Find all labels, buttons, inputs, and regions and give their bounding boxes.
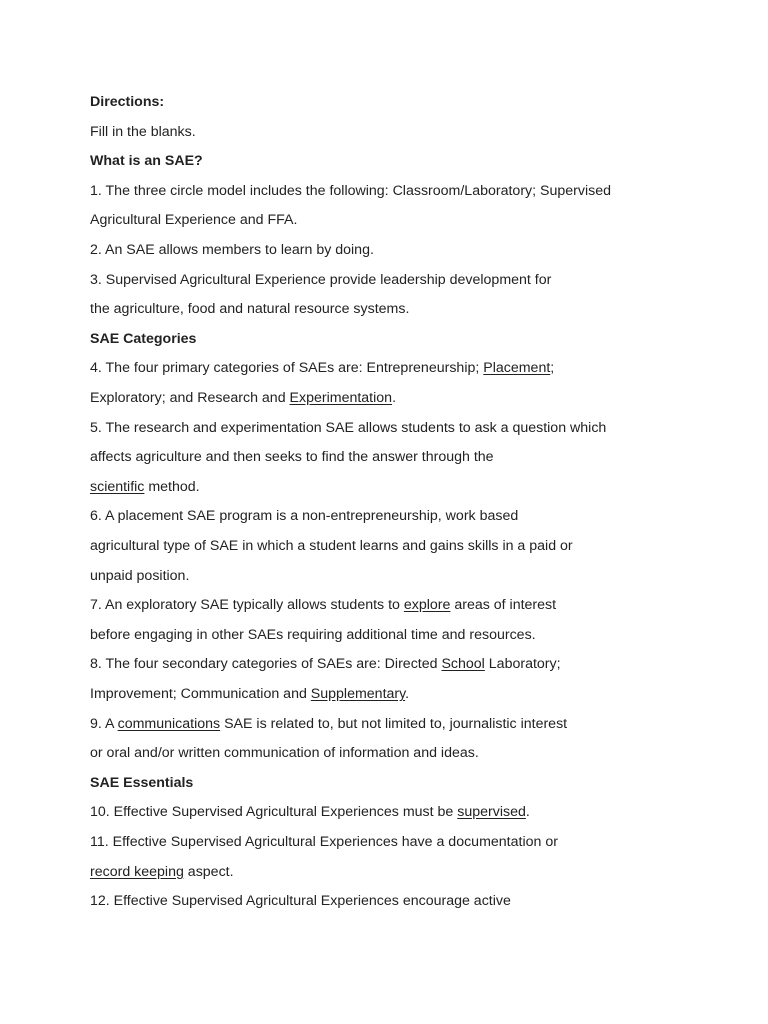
line-text: agricultural type of SAE in which a student learns and gains skills in a paid or bbox=[90, 538, 573, 554]
line-text: Improvement; Communication and bbox=[90, 686, 311, 702]
line-text: 9. A bbox=[90, 715, 118, 732]
filled-blank: explore bbox=[403, 597, 451, 614]
text-line bbox=[90, 358, 554, 378]
text-line bbox=[90, 595, 556, 615]
text-line bbox=[90, 270, 551, 290]
line-text: 5. The research and experimentation SAE allows students to ask a question which bbox=[90, 419, 607, 436]
text-line bbox=[90, 418, 606, 438]
line-text: the agriculture, food and natural resource systems. bbox=[90, 301, 410, 318]
line-text: . bbox=[405, 686, 410, 702]
line-text: ; bbox=[550, 360, 555, 377]
filled-blank: Placement bbox=[483, 360, 551, 377]
heading-text: SAE Categories bbox=[90, 330, 197, 347]
line-text: 6. A placement SAE program is a non-entrepreneurship, work based bbox=[90, 508, 519, 525]
line-text: 8. The four secondary categories of SAEs are: Directed bbox=[90, 656, 442, 673]
text-line bbox=[90, 240, 374, 260]
text-line bbox=[90, 862, 234, 882]
text-line bbox=[90, 447, 494, 467]
line-text: Laboratory; bbox=[484, 656, 561, 673]
line-text: Agricultural Experience and FFA. bbox=[90, 212, 298, 229]
line-text: 11. Effective Supervised Agricultural Experiences have a documentation or bbox=[90, 834, 558, 850]
text-line bbox=[90, 122, 196, 142]
line-text: method. bbox=[144, 478, 200, 495]
filled-blank: record keeping bbox=[90, 863, 184, 880]
filled-blank: Supplementary bbox=[310, 686, 406, 702]
line-text: 12. Effective Supervised Agricultural Experiences encourage active bbox=[90, 893, 511, 910]
line-text: 4. The four primary categories of SAEs are: Entrepreneurship; bbox=[90, 360, 484, 377]
section-heading bbox=[90, 329, 196, 349]
line-text: 1. The three circle model includes the following: Classroom/Laboratory; Supervised bbox=[90, 182, 611, 199]
text-line bbox=[90, 743, 479, 763]
line-text: 10. Effective Supervised Agricultural Experiences must be bbox=[90, 804, 458, 821]
line-text: 3. Supervised Agricultural Experience provide leadership development for bbox=[90, 271, 552, 288]
text-line bbox=[90, 802, 530, 822]
text-line bbox=[90, 210, 297, 230]
line-text: Fill in the blanks. bbox=[90, 123, 196, 140]
text-line bbox=[90, 388, 396, 408]
section-heading bbox=[90, 92, 164, 112]
filled-blank: Experimentation bbox=[289, 390, 393, 406]
text-line bbox=[90, 654, 561, 674]
line-text: Exploratory; and Research and bbox=[90, 390, 290, 406]
line-text: SAE is related to, but not limited to, journalistic interest bbox=[220, 715, 568, 732]
text-line bbox=[90, 566, 189, 586]
heading-text: SAE Essentials bbox=[90, 774, 194, 791]
text-line bbox=[90, 891, 511, 911]
line-text: before engaging in other SAEs requiring additional time and resources. bbox=[90, 626, 536, 643]
section-heading bbox=[90, 773, 193, 793]
line-text: affects agriculture and then seeks to find the answer through the bbox=[90, 449, 494, 466]
line-text: or oral and/or written communication of information and ideas. bbox=[90, 745, 479, 762]
text-line bbox=[90, 832, 558, 852]
heading-text: Directions: bbox=[90, 94, 165, 110]
line-text: 7. An exploratory SAE typically allows students to bbox=[90, 597, 404, 614]
line-text: . bbox=[392, 390, 397, 406]
text-line bbox=[90, 714, 567, 734]
text-line bbox=[90, 477, 200, 497]
text-line bbox=[90, 684, 409, 704]
heading-text: What is an SAE? bbox=[90, 153, 203, 170]
filled-blank: School bbox=[441, 656, 485, 673]
text-line bbox=[90, 299, 409, 319]
text-line bbox=[90, 181, 611, 201]
text-line bbox=[90, 506, 518, 526]
line-text: 2. An SAE allows members to learn by doing. bbox=[90, 242, 374, 258]
line-text: . bbox=[525, 804, 530, 821]
text-line bbox=[90, 536, 573, 556]
section-heading bbox=[90, 151, 203, 171]
filled-blank: scientific bbox=[90, 478, 145, 495]
filled-blank: communications bbox=[117, 715, 221, 732]
line-text: aspect. bbox=[183, 863, 234, 880]
line-text: areas of interest bbox=[450, 597, 557, 614]
line-text: unpaid position. bbox=[90, 567, 190, 584]
text-line bbox=[90, 625, 536, 645]
filled-blank: supervised bbox=[457, 804, 526, 821]
